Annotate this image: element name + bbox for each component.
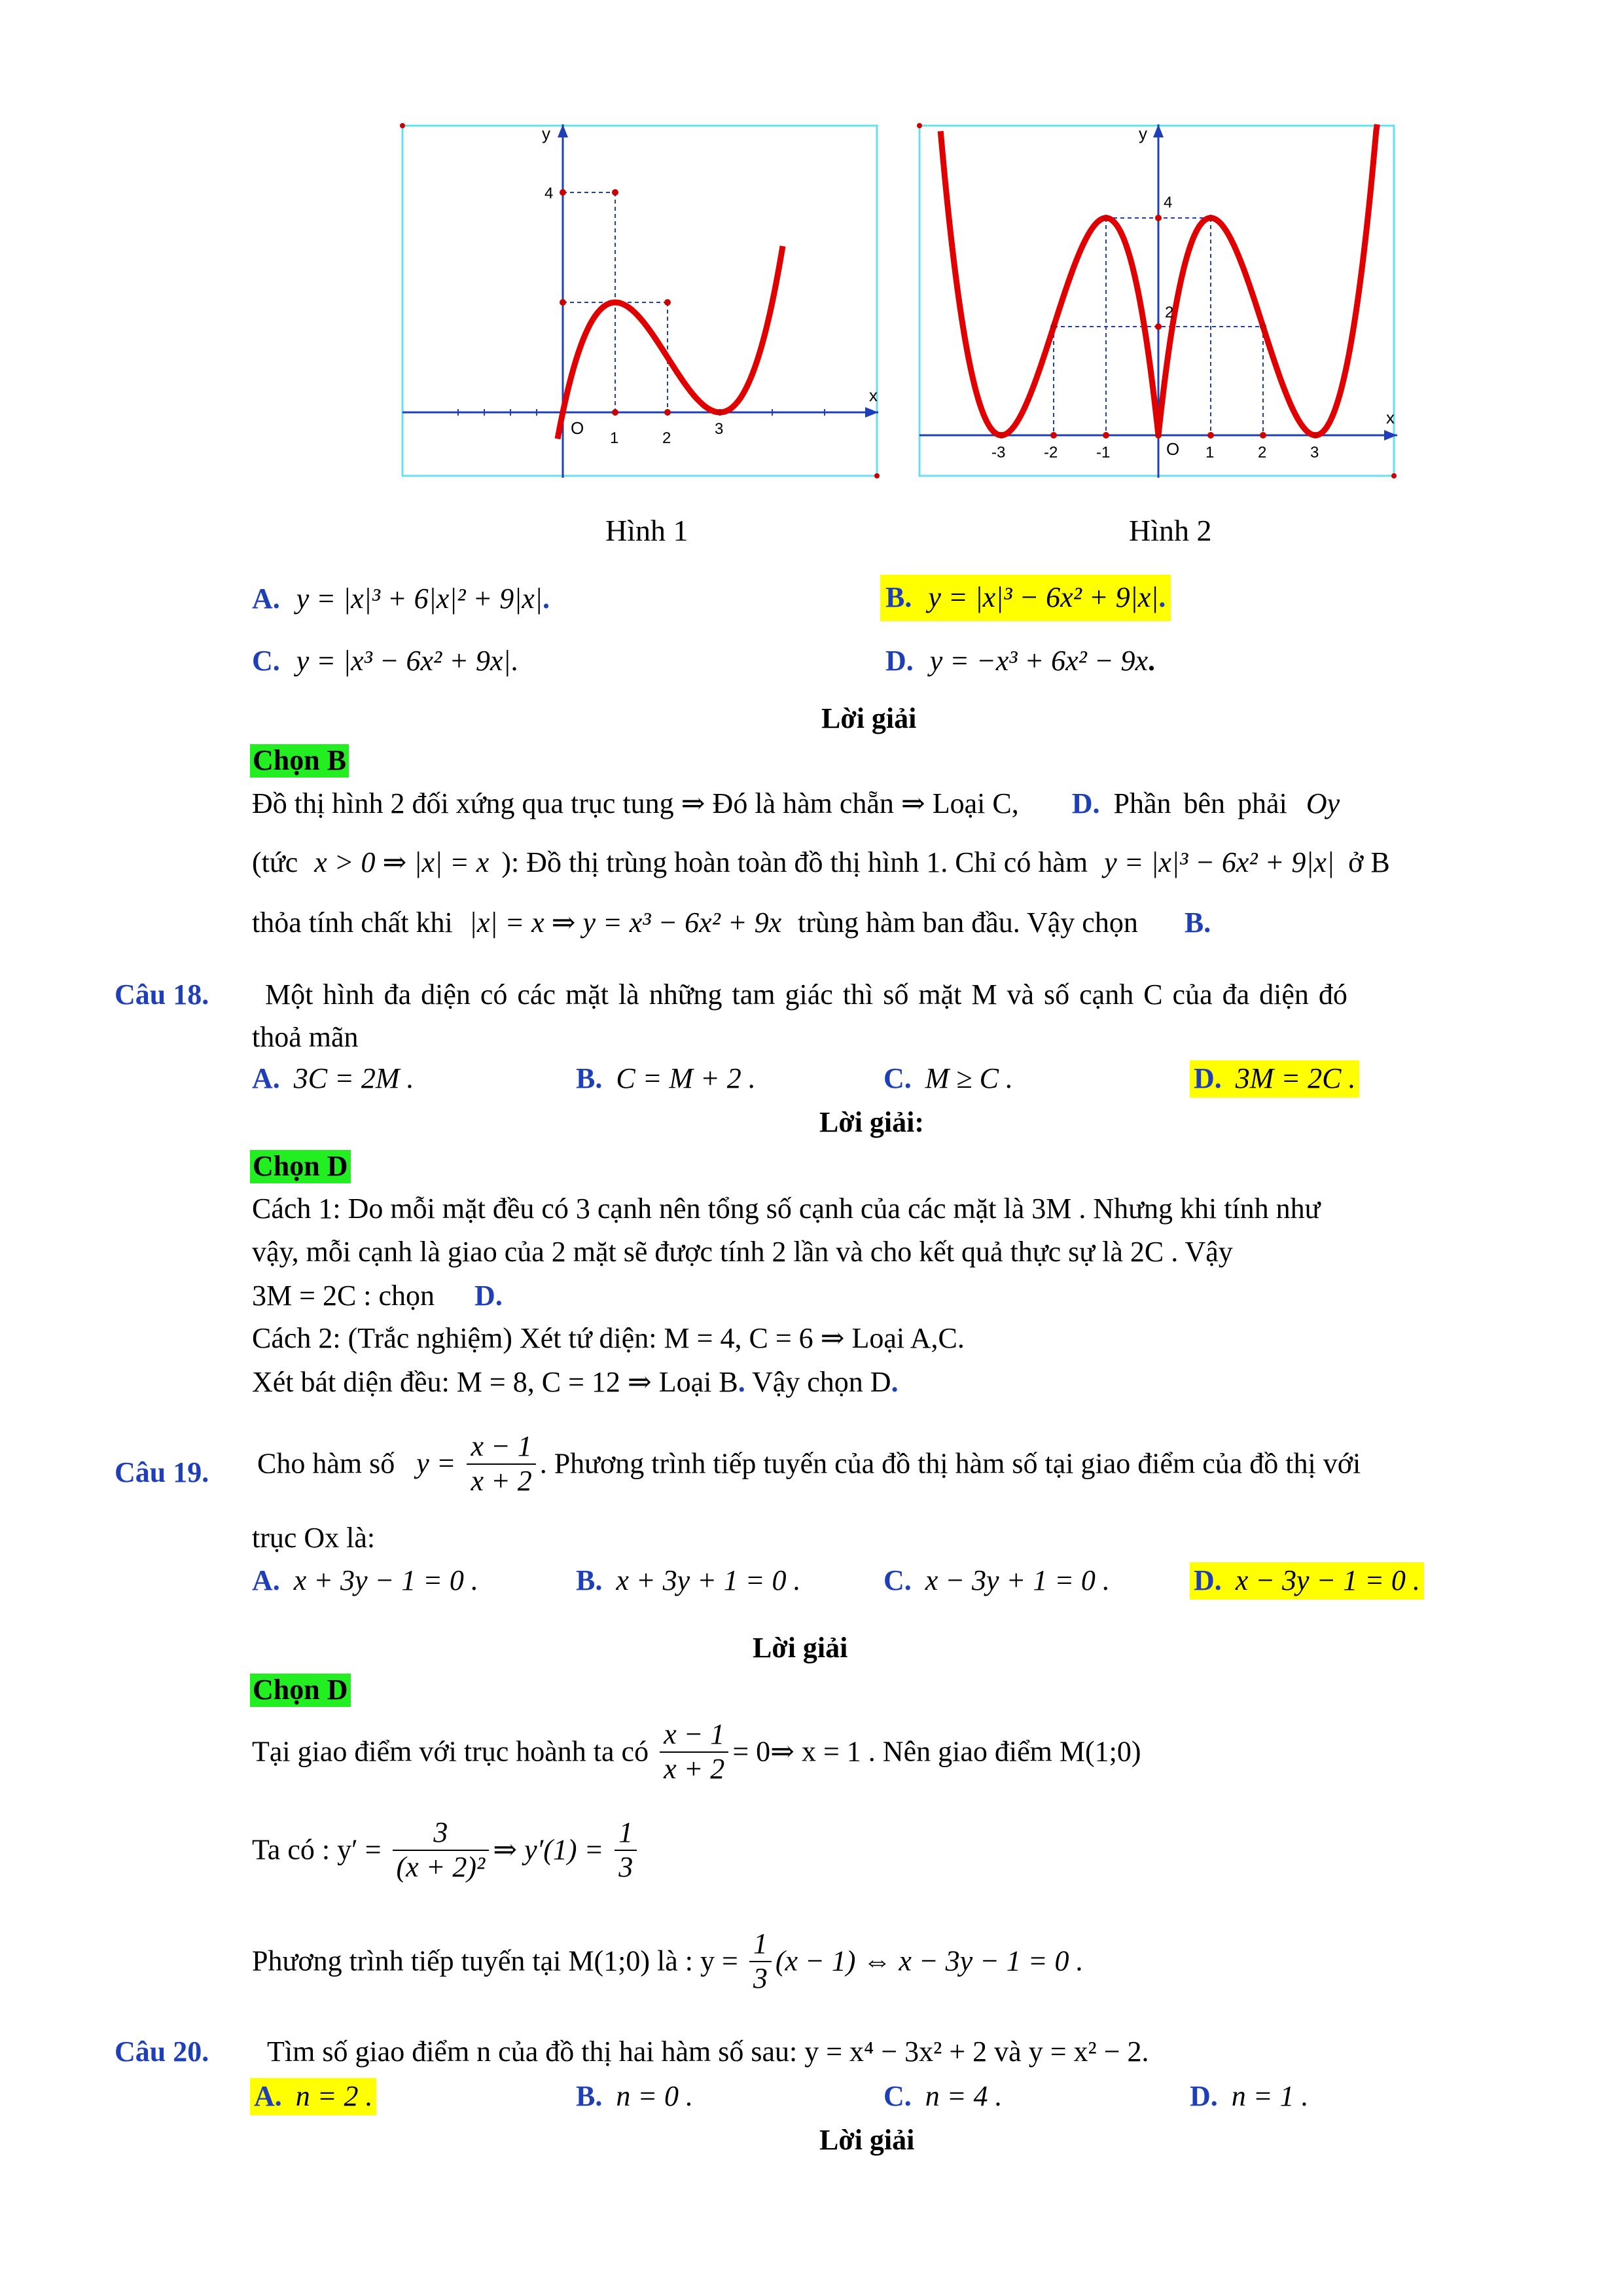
fig2-tick-m2: -2 [1044,444,1058,461]
q17-option-a[interactable]: A. y = |x|³ + 6|x|² + 9|x|. [252,583,550,615]
q18-solution-line-3: 3M = 2C : chọn D. [252,1280,503,1312]
q18-solution-line-1: Cách 1: Do mỗi mặt đều có 3 cạnh nên tổng số cạnh của các mặt là 3M . Nhưng khi tính như [252,1193,1321,1225]
fig2-origin: O [1166,439,1180,459]
fig2-x-label: x [1386,408,1395,427]
q18-option-d[interactable]: D. 3M = 2C . [1190,1060,1359,1098]
fig2-tick-1: 1 [1205,444,1215,461]
option-label: A. [252,583,280,615]
fig2-tick-4: 4 [1164,194,1173,211]
fig2-tick-m1: -1 [1096,444,1111,461]
q18-option-a[interactable]: A. 3C = 2M . [252,1062,414,1094]
q19-option-d[interactable]: D. x − 3y − 1 = 0 . [1190,1562,1424,1600]
option-text: y = −x³ + 6x² − 9x [929,645,1149,677]
fig1-origin: O [571,418,584,438]
q17-solution-line-2: (tức x > 0 ⇒ |x| = x ): Đồ thị trùng hoàn toàn đồ thị hình 1. Chỉ có hàm y = |x|³ − 6x² + 9|x| ở B [252,846,1390,878]
q20-solution-title: Lời giải [819,2124,915,2156]
fig2-tick-2: 2 [1165,304,1174,321]
q20-stem: Tìm số giao điểm n của đồ thị hai hàm số sau: y = x⁴ − 3x² + 2 và y = x² − 2. [267,2036,1149,2068]
q18-choice: Chọn D [250,1150,351,1183]
q17-option-c[interactable]: C. y = |x³ − 6x² + 9x|. [252,645,518,677]
q17-solution-line-3: thỏa tính chất khi |x| = x ⇒ y = x³ − 6x² + 9x trùng hàm ban đầu. Vậy chọn B. [252,906,1211,939]
option-label: C. [252,645,280,677]
figure-1-caption: Hình 1 [605,514,688,547]
q19-fraction: $\frac{x - 1}{x + 2}$ [467,1430,535,1498]
q18-solution-title: Lời giải: [819,1106,925,1138]
q17-option-b[interactable]: B. y = |x|³ − 6x² + 9|x|. [880,575,1171,621]
q19-solution-line-1: Tại giao điểm với trục hoành ta có $\frac{x - 1}{x + 2}$ = 0⇒ x = 1 . Nên giao điểm M(1;0) [252,1718,1141,1785]
q18-label: Câu 18. [115,978,209,1011]
q18-solution-line-2: vậy, mỗi cạnh là giao của 2 mặt sẽ được tính 2 lần và cho kết quả thực sự là 2C . Vậy [252,1236,1233,1268]
q17-option-d[interactable]: D. y = −x³ + 6x² − 9x. [885,645,1156,677]
q19-option-a[interactable]: A. x + 3y − 1 = 0 . [252,1564,478,1596]
q19-stem-line-2: trục Ox là: [252,1522,376,1554]
fig1-tick-3: 3 [715,420,724,438]
option-text: y = |x³ − 6x² + 9x| [296,645,511,677]
q19-solution-line-3: Phương trình tiếp tuyến tại M(1;0) là : y = $\frac{1}{3}$ (x − 1) ⇔ x − 3y − 1 = 0 . [252,1928,1084,1994]
figure-1-graph [399,121,883,488]
option-label: B. [885,581,912,613]
q20-option-b[interactable]: B. n = 0 . [576,2080,694,2112]
fig1-x-label: x [869,386,878,405]
q20-option-d[interactable]: D. n = 1 . [1190,2080,1309,2112]
q19-label: Câu 19. [115,1456,209,1488]
q18-solution-line-4: Cách 2: (Trắc nghiệm) Xét tứ diện: M = 4, C = 6 ⇒ Loại A,C. [252,1322,965,1354]
q19-option-c[interactable]: C. x − 3y + 1 = 0 . [883,1564,1110,1596]
q18-solution-line-5: Xét bát diện đều: M = 8, C = 12 ⇒ Loại B. Vậy chọn D. [252,1366,899,1398]
fig1-tick-4: 4 [544,185,554,202]
q20-option-a[interactable]: A. n = 2 . [250,2078,376,2115]
q17-solution-title: Lời giải [821,702,917,734]
q18-stem-line-1: Một hình đa diện có các mặt là những tam giác thì số mặt M và số cạnh C của đa diện đó [265,978,1347,1011]
q17-choice: Chọn B [250,744,349,778]
option-text: y = |x|³ − 6x² + 9|x| [928,581,1159,613]
fig2-y-label: y [1139,124,1147,143]
q18-stem-line-2: thoả mãn [252,1021,359,1053]
option-text: y = |x|³ + 6|x|² + 9|x| [296,583,543,615]
q19-choice: Chọn D [250,1674,351,1707]
q19-solution-title: Lời giải [753,1632,848,1664]
q18-option-b[interactable]: B. C = M + 2 . [576,1062,756,1094]
q20-label: Câu 20. [115,2036,209,2068]
fig2-tick-2x: 2 [1258,444,1267,461]
q17-solution-line-1: Đồ thị hình 2 đối xứng qua trục tung ⇒ Đó là hàm chẵn ⇒ Loại C, D. Phần bên phải Oy [252,787,1340,819]
figure-2-graph [916,121,1407,488]
q20-option-c[interactable]: C. n = 4 . [883,2080,1003,2112]
fig2-tick-3: 3 [1310,444,1319,461]
fig1-tick-1: 1 [610,429,619,447]
fig1-y-label: y [542,124,550,143]
fig2-tick-m3: -3 [991,444,1006,461]
option-label: D. [885,645,914,677]
q19-stem-line-1: Cho hàm số y = $\frac{x - 1}{x + 2}$ . Phương trình tiếp tuyến của đồ thị hàm số tại giao điểm của đồ thị với [257,1430,1361,1497]
q19-solution-line-2: Ta có : y′ = $\frac{3}{\text{(x + 2)²}}$ ⇒ y′(1) = $\frac{1}{3}$ [252,1816,641,1884]
q18-option-c[interactable]: C. M ≥ C . [883,1062,1013,1094]
fig1-tick-2: 2 [662,429,671,447]
figure-2-caption: Hình 2 [1129,514,1212,547]
q19-option-b[interactable]: B. x + 3y + 1 = 0 . [576,1564,801,1596]
